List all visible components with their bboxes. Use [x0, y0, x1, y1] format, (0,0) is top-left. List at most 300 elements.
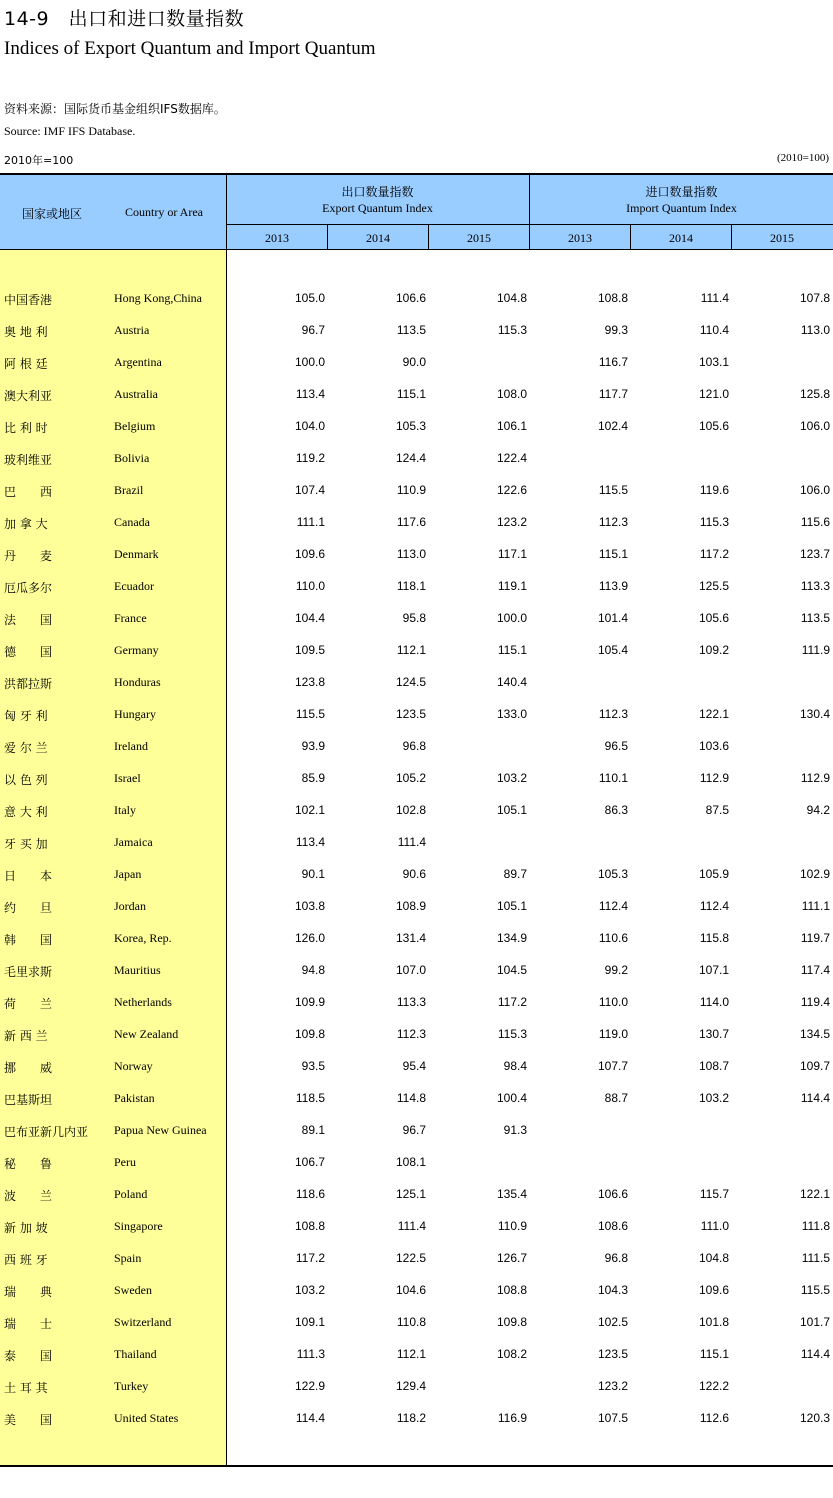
export-value-cell: 105.1	[496, 803, 527, 817]
export-value-cell: 108.8	[294, 1219, 325, 1233]
header-year: 2015	[770, 231, 794, 245]
export-value-cell: 95.4	[402, 1059, 426, 1073]
export-value-cell: 115.1	[497, 643, 527, 657]
import-value-cell: 99.2	[604, 963, 628, 977]
region-name-en: Bolivia	[114, 451, 150, 465]
table-row	[0, 931, 833, 963]
export-value-cell: 126.0	[294, 931, 325, 945]
table-row	[0, 1251, 833, 1283]
import-value-cell: 111.8	[801, 1219, 830, 1233]
export-value-cell: 107.0	[395, 963, 426, 977]
import-value-cell: 113.3	[800, 579, 830, 593]
export-value-cell: 100.0	[294, 355, 325, 369]
table-row	[0, 995, 833, 1027]
import-value-cell: 112.9	[699, 771, 729, 785]
export-value-cell: 115.3	[497, 1027, 527, 1041]
import-value-cell: 120.3	[799, 1411, 830, 1425]
export-value-cell: 108.2	[496, 1347, 527, 1361]
import-value-cell: 113.9	[598, 579, 628, 593]
base-year-en: (2010=100)	[776, 152, 829, 164]
export-value-cell: 94.8	[301, 963, 325, 977]
export-value-cell: 123.2	[496, 515, 527, 529]
export-value-cell: 91.3	[503, 1123, 527, 1137]
export-value-cell: 103.2	[294, 1283, 325, 1297]
export-value-cell: 124.5	[395, 675, 426, 689]
region-name-cn: 毛里求斯	[4, 965, 53, 979]
export-value-cell: 90.0	[402, 355, 426, 369]
region-name-cn: 秘 鲁	[4, 1157, 53, 1171]
import-value-cell: 87.5	[705, 803, 729, 817]
export-value-cell: 109.1	[294, 1315, 325, 1329]
region-name-en: Jordan	[114, 899, 146, 913]
export-value-cell: 115.3	[497, 323, 527, 337]
region-name-cn: 比 利 时	[4, 421, 48, 435]
import-value-cell: 117.2	[699, 547, 729, 561]
export-value-cell: 131.4	[395, 931, 426, 945]
table-row	[0, 1347, 833, 1379]
import-value-cell: 105.6	[698, 611, 729, 625]
export-value-cell: 108.0	[496, 387, 527, 401]
import-value-cell: 108.8	[597, 291, 628, 305]
export-value-cell: 133.0	[496, 707, 527, 721]
import-value-cell: 115.8	[699, 931, 729, 945]
region-name-en: Denmark	[114, 547, 159, 561]
import-value-cell: 112.4	[699, 899, 729, 913]
table-row	[0, 1187, 833, 1219]
import-value-cell: 102.9	[799, 867, 830, 881]
region-name-cn: 新 加 坡	[4, 1221, 48, 1235]
region-name-cn: 约 旦	[4, 901, 53, 915]
export-value-cell: 109.8	[294, 1027, 325, 1041]
table-row	[0, 387, 833, 419]
import-value-cell: 115.1	[699, 1347, 729, 1361]
import-value-cell: 115.1	[598, 547, 628, 561]
region-name-en: Netherlands	[114, 995, 172, 1009]
import-value-cell: 102.5	[597, 1315, 628, 1329]
region-name-cn: 法 国	[4, 613, 53, 627]
header-import-cn: 进口数量指数	[645, 185, 718, 199]
import-value-cell: 109.6	[698, 1283, 729, 1297]
import-value-cell: 108.6	[597, 1219, 628, 1233]
region-name-cn: 玻利维亚	[4, 453, 53, 467]
export-value-cell: 115.1	[396, 387, 426, 401]
export-value-cell: 124.4	[395, 451, 426, 465]
import-value-cell: 112.3	[598, 707, 628, 721]
import-value-cell: 119.6	[699, 483, 729, 497]
export-value-cell: 113.0	[396, 547, 426, 561]
region-name-en: Thailand	[114, 1347, 157, 1361]
header-year: 2013	[265, 231, 289, 245]
import-value-cell: 112.9	[800, 771, 830, 785]
import-value-cell: 106.0	[799, 483, 830, 497]
region-name-en: Switzerland	[114, 1315, 172, 1329]
import-value-cell: 115.5	[598, 483, 628, 497]
export-value-cell: 114.4	[295, 1411, 325, 1425]
import-value-cell: 123.7	[799, 547, 830, 561]
export-value-cell: 118.5	[295, 1091, 325, 1105]
table-row	[0, 1411, 833, 1443]
region-name-en: Turkey	[114, 1379, 149, 1393]
header-year: 2015	[467, 231, 491, 245]
region-name-cn: 澳大利亚	[4, 389, 53, 403]
import-value-cell: 110.4	[699, 323, 729, 337]
export-value-cell: 122.9	[294, 1379, 325, 1393]
import-value-cell: 103.6	[698, 739, 729, 753]
export-value-cell: 104.0	[294, 419, 325, 433]
import-value-cell: 111.0	[700, 1219, 729, 1233]
export-value-cell: 104.6	[395, 1283, 426, 1297]
region-name-cn: 洪都拉斯	[4, 677, 53, 691]
table-row	[0, 739, 833, 771]
export-value-cell: 104.5	[496, 963, 527, 977]
import-value-cell: 113.5	[800, 611, 830, 625]
import-value-cell: 107.7	[597, 1059, 628, 1073]
import-value-cell: 115.7	[699, 1187, 729, 1201]
table-row	[0, 1315, 833, 1347]
table-bottom-rule	[0, 1465, 833, 1467]
page-title-en: Indices of Export Quantum and Import Quantum	[4, 38, 376, 59]
table-row	[0, 1379, 833, 1411]
import-value-cell: 101.8	[698, 1315, 729, 1329]
header-export-en: Export Quantum Index	[322, 201, 433, 215]
import-value-cell: 123.5	[597, 1347, 628, 1361]
table-row	[0, 579, 833, 611]
region-name-en: Austria	[114, 323, 150, 337]
region-name-cn: 意 大 利	[4, 805, 48, 819]
export-value-cell: 116.9	[497, 1411, 527, 1425]
export-value-cell: 109.9	[294, 995, 325, 1009]
region-name-cn: 牙 买 加	[4, 837, 48, 851]
import-value-cell: 111.5	[801, 1251, 830, 1265]
table-row	[0, 1027, 833, 1059]
export-value-cell: 110.9	[396, 483, 426, 497]
table-row	[0, 483, 833, 515]
import-value-cell: 106.6	[597, 1187, 628, 1201]
region-name-cn: 奥 地 利	[4, 325, 48, 339]
import-value-cell: 123.2	[597, 1379, 628, 1393]
table-row	[0, 899, 833, 931]
export-value-cell: 105.3	[395, 419, 426, 433]
export-value-cell: 117.1	[497, 547, 527, 561]
table-row	[0, 355, 833, 387]
import-value-cell: 114.0	[699, 995, 729, 1009]
export-value-cell: 93.5	[301, 1059, 325, 1073]
import-value-cell: 109.2	[698, 643, 729, 657]
table-row	[0, 1123, 833, 1155]
header-bottom-rule	[0, 249, 833, 250]
import-value-cell: 103.1	[698, 355, 729, 369]
export-value-cell: 125.1	[395, 1187, 426, 1201]
export-value-cell: 107.4	[294, 483, 325, 497]
import-value-cell: 110.0	[598, 995, 628, 1009]
export-value-cell: 114.8	[396, 1091, 426, 1105]
table-row	[0, 1283, 833, 1315]
import-value-cell: 115.5	[800, 1283, 830, 1297]
region-name-cn: 瑞 士	[4, 1317, 53, 1331]
export-value-cell: 106.1	[496, 419, 527, 433]
import-value-cell: 116.7	[598, 355, 628, 369]
export-value-cell: 100.4	[496, 1091, 527, 1105]
import-value-cell: 103.2	[698, 1091, 729, 1105]
import-value-cell: 105.9	[698, 867, 729, 881]
region-name-cn: 爱 尔 兰	[4, 741, 48, 755]
table-row	[0, 963, 833, 995]
export-value-cell: 89.1	[301, 1123, 325, 1137]
table-row	[0, 1059, 833, 1091]
region-name-cn: 西 班 牙	[4, 1253, 48, 1267]
import-value-cell: 106.0	[799, 419, 830, 433]
import-value-cell: 108.7	[698, 1059, 729, 1073]
source-note-en: Source: IMF IFS Database.	[4, 124, 136, 138]
region-name-en: New Zealand	[114, 1027, 179, 1041]
region-name-en: Belgium	[114, 419, 156, 433]
export-value-cell: 105.2	[395, 771, 426, 785]
export-value-cell: 102.1	[294, 803, 325, 817]
region-name-en: Hong Kong,China	[114, 291, 202, 305]
table-row	[0, 547, 833, 579]
region-name-cn: 加 拿 大	[4, 517, 48, 531]
table-row	[0, 771, 833, 803]
export-value-cell: 118.2	[396, 1411, 426, 1425]
import-value-cell: 111.1	[801, 899, 830, 913]
export-value-cell: 118.6	[295, 1187, 325, 1201]
region-name-en: Israel	[114, 771, 141, 785]
import-value-cell: 122.2	[698, 1379, 729, 1393]
region-name-en: Jamaica	[114, 835, 153, 849]
export-value-cell: 117.6	[396, 515, 426, 529]
export-value-cell: 111.3	[296, 1347, 325, 1361]
import-value-cell: 105.4	[597, 643, 628, 657]
header-year: 2013	[568, 231, 592, 245]
import-value-cell: 104.8	[698, 1251, 729, 1265]
export-value-cell: 108.1	[395, 1155, 426, 1169]
export-value-cell: 113.4	[295, 387, 325, 401]
table-row	[0, 323, 833, 355]
export-value-cell: 117.2	[295, 1251, 325, 1265]
export-value-cell: 135.4	[496, 1187, 527, 1201]
table-row	[0, 1155, 833, 1187]
region-name-cn: 荷 兰	[4, 997, 53, 1011]
table-top-rule	[0, 173, 833, 175]
region-name-en: Sweden	[114, 1283, 152, 1297]
region-name-cn: 丹 麦	[4, 549, 53, 563]
export-value-cell: 112.1	[396, 1347, 426, 1361]
region-name-en: Hungary	[114, 707, 156, 721]
table-row	[0, 803, 833, 835]
table-row	[0, 611, 833, 643]
export-value-cell: 119.2	[295, 451, 325, 465]
base-year-cn: 2010年=100	[4, 154, 74, 167]
export-value-cell: 129.4	[395, 1379, 426, 1393]
region-name-cn: 以 色 列	[4, 773, 48, 787]
region-name-en: Papua New Guinea	[114, 1123, 207, 1137]
export-value-cell: 102.8	[395, 803, 426, 817]
header-import-en: Import Quantum Index	[626, 201, 737, 215]
export-value-cell: 111.1	[296, 515, 325, 529]
region-name-en: Mauritius	[114, 963, 161, 977]
export-value-cell: 96.8	[402, 739, 426, 753]
export-value-cell: 112.1	[396, 643, 426, 657]
import-value-cell: 122.1	[698, 707, 729, 721]
region-name-en: France	[114, 611, 147, 625]
region-name-en: Argentina	[114, 355, 162, 369]
region-name-cn: 德 国	[4, 645, 53, 659]
import-value-cell: 125.5	[698, 579, 729, 593]
import-value-cell: 110.6	[598, 931, 628, 945]
region-name-cn: 厄瓜多尔	[4, 581, 53, 595]
source-note-cn: 资料来源：国际货币基金组织IFS数据库。	[4, 102, 226, 116]
region-name-cn: 美 国	[4, 1413, 53, 1427]
import-value-cell: 88.7	[604, 1091, 628, 1105]
table-row	[0, 675, 833, 707]
import-value-cell: 114.4	[800, 1347, 830, 1361]
table-row	[0, 867, 833, 899]
region-name-en: Japan	[114, 867, 142, 881]
export-value-cell: 134.9	[496, 931, 527, 945]
region-name-en: Italy	[114, 803, 136, 817]
region-name-cn: 挪 威	[4, 1061, 53, 1075]
export-value-cell: 122.4	[496, 451, 527, 465]
table-row	[0, 291, 833, 323]
region-name-en: Honduras	[114, 675, 161, 689]
export-value-cell: 111.4	[397, 1219, 426, 1233]
import-value-cell: 125.8	[799, 387, 830, 401]
region-name-en: Norway	[114, 1059, 153, 1073]
region-name-en: Canada	[114, 515, 150, 529]
import-value-cell: 130.4	[799, 707, 830, 721]
region-name-en: Peru	[114, 1155, 136, 1169]
region-name-cn: 匈 牙 利	[4, 709, 48, 723]
import-value-cell: 113.0	[800, 323, 830, 337]
region-name-en: United States	[114, 1411, 179, 1425]
export-value-cell: 90.6	[402, 867, 426, 881]
export-value-cell: 109.5	[294, 643, 325, 657]
export-value-cell: 106.7	[294, 1155, 325, 1169]
import-value-cell: 119.4	[800, 995, 830, 1009]
page-title-cn: 14-9 出口和进口数量指数	[4, 8, 245, 30]
region-name-en: Australia	[114, 387, 158, 401]
export-value-cell: 111.4	[397, 835, 426, 849]
region-name-en: Ecuador	[114, 579, 154, 593]
export-value-cell: 100.0	[496, 611, 527, 625]
export-value-cell: 110.8	[396, 1315, 426, 1329]
import-value-cell: 111.4	[700, 291, 729, 305]
export-value-cell: 104.8	[496, 291, 527, 305]
region-name-cn: 巴基斯坦	[4, 1093, 53, 1107]
import-value-cell: 112.4	[598, 899, 628, 913]
import-value-cell: 105.6	[698, 419, 729, 433]
export-value-cell: 117.2	[497, 995, 527, 1009]
export-value-cell: 93.9	[301, 739, 325, 753]
export-value-cell: 96.7	[301, 323, 325, 337]
header-region-en: Country or Area	[125, 205, 203, 219]
import-value-cell: 111.9	[801, 643, 830, 657]
import-value-cell: 107.1	[698, 963, 729, 977]
import-value-cell: 117.7	[598, 387, 628, 401]
table-row	[0, 419, 833, 451]
export-value-cell: 108.8	[496, 1283, 527, 1297]
header-year: 2014	[366, 231, 390, 245]
header-group-rule	[226, 224, 833, 225]
table-row	[0, 707, 833, 739]
export-value-cell: 112.3	[396, 1027, 426, 1041]
import-value-cell: 107.8	[799, 291, 830, 305]
export-value-cell: 119.1	[497, 579, 527, 593]
export-value-cell: 122.6	[496, 483, 527, 497]
region-name-cn: 阿 根 廷	[4, 357, 48, 371]
region-name-cn: 韩 国	[4, 933, 53, 947]
import-value-cell: 112.6	[699, 1411, 729, 1425]
import-value-cell: 130.7	[698, 1027, 729, 1041]
import-value-cell: 99.3	[604, 323, 628, 337]
export-value-cell: 126.7	[496, 1251, 527, 1265]
import-value-cell: 109.7	[799, 1059, 830, 1073]
import-value-cell: 96.8	[604, 1251, 628, 1265]
region-name-en: Germany	[114, 643, 159, 657]
table-row	[0, 515, 833, 547]
export-value-cell: 110.9	[497, 1219, 527, 1233]
export-value-cell: 113.5	[396, 323, 426, 337]
import-value-cell: 119.0	[598, 1027, 628, 1041]
export-value-cell: 113.4	[295, 835, 325, 849]
export-value-cell: 140.4	[496, 675, 527, 689]
import-value-cell: 96.5	[604, 739, 628, 753]
import-value-cell: 112.3	[598, 515, 628, 529]
import-value-cell: 121.0	[698, 387, 729, 401]
export-value-cell: 103.2	[496, 771, 527, 785]
import-value-cell: 122.1	[799, 1187, 830, 1201]
export-value-cell: 123.8	[294, 675, 325, 689]
export-value-cell: 106.6	[395, 291, 426, 305]
region-name-cn: 波 兰	[4, 1189, 53, 1203]
import-value-cell: 86.3	[604, 803, 628, 817]
export-value-cell: 109.6	[294, 547, 325, 561]
import-value-cell: 101.7	[799, 1315, 830, 1329]
region-name-cn: 中国香港	[4, 293, 53, 307]
header-export-cn: 出口数量指数	[341, 185, 414, 199]
import-value-cell: 94.2	[806, 803, 830, 817]
export-value-cell: 90.1	[301, 867, 325, 881]
import-value-cell: 105.3	[597, 867, 628, 881]
region-name-en: Pakistan	[114, 1091, 155, 1105]
export-value-cell: 95.8	[402, 611, 426, 625]
import-value-cell: 104.3	[597, 1283, 628, 1297]
export-value-cell: 123.5	[395, 707, 426, 721]
table-row	[0, 1091, 833, 1123]
import-value-cell: 119.7	[800, 931, 830, 945]
region-name-cn: 泰 国	[4, 1349, 53, 1363]
export-value-cell: 105.0	[294, 291, 325, 305]
region-name-cn: 新 西 兰	[4, 1029, 48, 1043]
import-value-cell: 110.1	[598, 771, 628, 785]
region-name-cn: 巴 西	[4, 485, 53, 499]
region-name-en: Poland	[114, 1187, 148, 1201]
import-value-cell: 115.6	[800, 515, 830, 529]
export-value-cell: 115.5	[295, 707, 325, 721]
import-value-cell: 117.4	[800, 963, 830, 977]
region-name-cn: 瑞 典	[4, 1285, 53, 1299]
region-name-cn: 日 本	[4, 869, 53, 883]
import-value-cell: 101.4	[597, 611, 628, 625]
export-value-cell: 118.1	[396, 579, 426, 593]
export-value-cell: 104.4	[294, 611, 325, 625]
import-value-cell: 107.5	[597, 1411, 628, 1425]
export-value-cell: 109.8	[496, 1315, 527, 1329]
export-value-cell: 122.5	[395, 1251, 426, 1265]
table-row	[0, 835, 833, 867]
import-value-cell: 114.4	[800, 1091, 830, 1105]
export-value-cell: 103.8	[294, 899, 325, 913]
